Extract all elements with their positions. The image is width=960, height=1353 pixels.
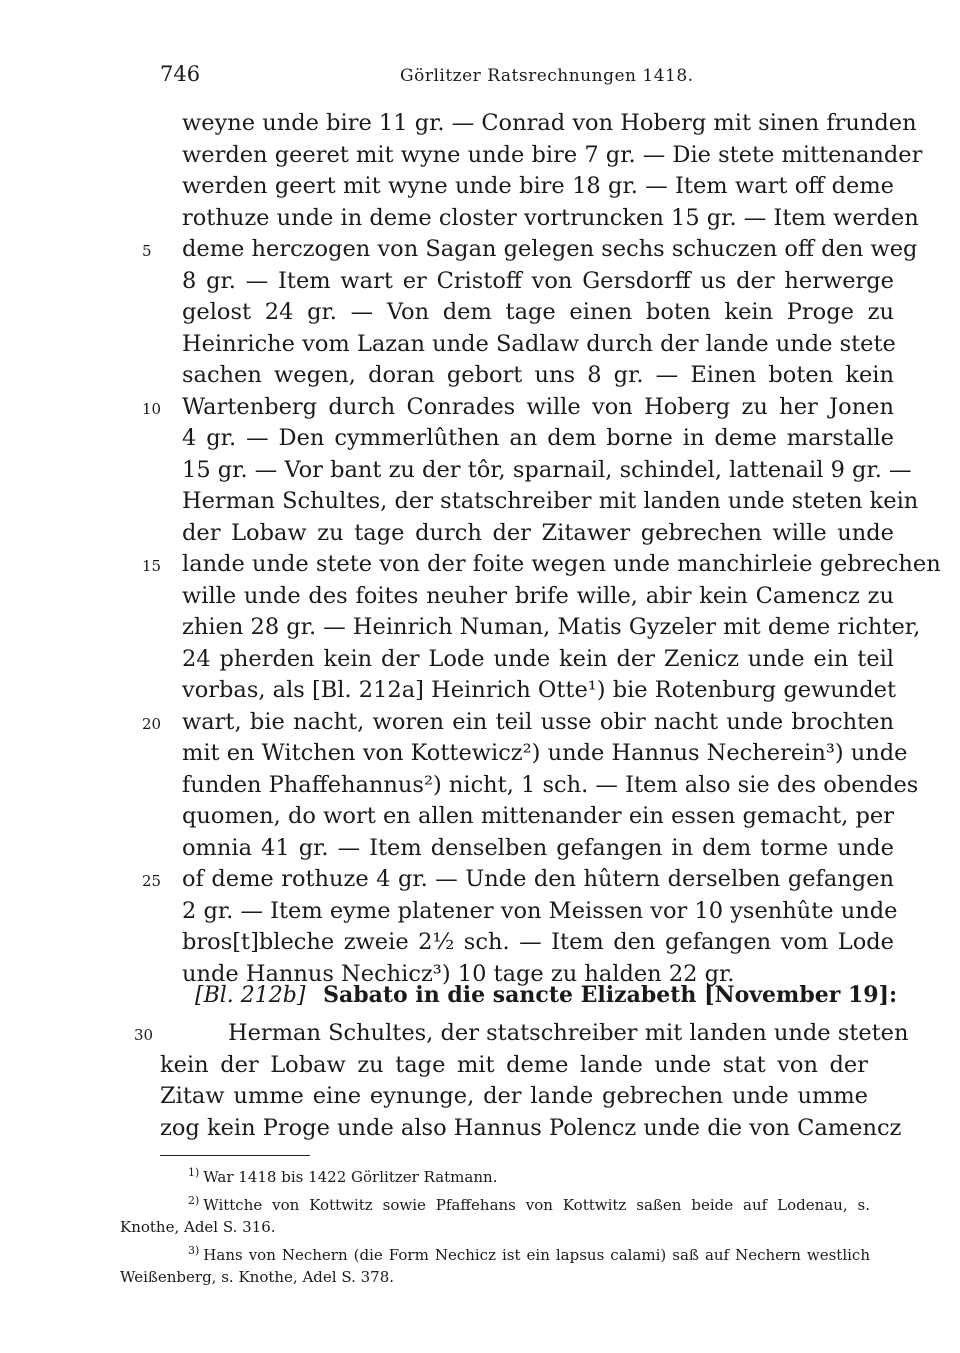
text-line <box>0 612 960 644</box>
line-text: gelost 24 gr. — Von dem tage einen boten kein Proge zu <box>182 299 894 325</box>
page-header <box>0 56 960 96</box>
line-text: Heinriche vom Lazan unde Sadlaw durch der lande unde stete <box>182 330 896 357</box>
running-title: Görlitzer Ratsrechnungen 1418. <box>400 66 694 86</box>
footnote-marker: 1) <box>188 1166 200 1179</box>
line-text: 8 gr. — Item wart er Cristoff von Gersdorff us der herwerge <box>182 267 894 294</box>
footnote-text: Wittche von Kottwitz sowie Pfaffehans von Kottwitz saßen beide auf Lodenau, s. Knothe, Adel S. 316. <box>120 1196 870 1236</box>
text-line <box>0 234 960 266</box>
text-line <box>0 518 960 550</box>
line-text: bros[t]bleche zweie 2½ sch. — Item den gefangen vom Lode <box>182 929 894 955</box>
text-line <box>0 1081 960 1113</box>
line-text: 15 gr. — Vor bant zu der tôr, sparnail, schindel, lattenail 9 gr. — <box>182 456 912 483</box>
page-number: 746 <box>160 62 201 86</box>
line-text: Herman Schultes, der statschreiber mit landen unde steten <box>228 1020 909 1046</box>
section-text <box>0 1018 960 1144</box>
line-text: wart, bie nacht, woren ein teil usse obir nacht unde brochten <box>182 708 894 735</box>
line-text: omnia 41 gr. — Item denselben gefangen in dem torme unde <box>182 834 894 861</box>
line-text: 4 gr. — Den cymmerlûthen an dem borne in deme marstalle <box>182 425 894 451</box>
line-text: unde Hannus Nechicz³) 10 tage zu halden 22 gr. <box>182 960 735 987</box>
section-heading <box>195 982 898 1008</box>
text-line <box>0 770 960 802</box>
line-text: of deme rothuze 4 gr. — Unde den hûtern derselben gefangen <box>182 866 894 892</box>
text-line <box>0 266 960 298</box>
line-text: werden geert mit wyne unde bire 18 gr. — Item wart off deme <box>182 173 894 199</box>
line-number: 15 <box>142 557 162 575</box>
body-text <box>0 108 960 990</box>
text-line <box>0 297 960 329</box>
footnote <box>120 1240 870 1288</box>
line-text: Herman Schultes, der statschreiber mit landen unde steten kein <box>182 488 919 514</box>
text-line <box>0 864 960 896</box>
section-title: Sabato in die sancte Elizabeth [November 19]: <box>323 982 898 1008</box>
line-text: quomen, do wort en allen mittenander ein essen gemacht, per <box>182 803 894 829</box>
footnote-marker: 2) <box>188 1194 200 1207</box>
text-line <box>0 801 960 833</box>
text-line <box>0 549 960 581</box>
text-line <box>0 392 960 424</box>
text-line <box>0 927 960 959</box>
line-text: Zitaw umme eine eynunge, der lande gebrechen unde umme <box>160 1083 868 1109</box>
line-text: deme herczogen von Sagan gelegen sechs schuczen off den weg <box>182 236 918 262</box>
text-line <box>0 707 960 739</box>
line-text: vorbas, als [Bl. 212a] Heinrich Otte¹) bie Rotenburg gewundet <box>182 677 897 703</box>
text-line <box>0 1113 960 1145</box>
text-line <box>0 455 960 487</box>
line-text: lande unde stete von der foite wegen unde manchirleie gebrechen <box>182 551 941 577</box>
text-line <box>0 833 960 865</box>
line-text: Wartenberg durch Conrades wille von Hoberg zu her Jonen <box>182 393 894 420</box>
footnote-marker: 3) <box>188 1244 200 1257</box>
text-line <box>0 203 960 235</box>
text-line <box>0 738 960 770</box>
line-text: rothuze unde in deme closter vortruncken 15 gr. — Item werden <box>182 204 919 231</box>
line-text: 24 pherden kein der Lode unde kein der Zenicz unde ein teil <box>182 645 894 672</box>
text-line <box>0 171 960 203</box>
text-line <box>0 1018 960 1050</box>
text-line <box>0 329 960 361</box>
line-number: 5 <box>142 242 152 260</box>
text-line <box>0 581 960 613</box>
text-line <box>0 486 960 518</box>
line-text: sachen wegen, doran gebort uns 8 gr. — Einen boten kein <box>182 362 894 388</box>
text-line <box>0 675 960 707</box>
text-line <box>0 423 960 455</box>
text-line <box>0 360 960 392</box>
text-line <box>0 896 960 928</box>
text-line <box>0 644 960 676</box>
footnote <box>120 1190 870 1238</box>
text-line <box>0 140 960 172</box>
line-text: werden geeret mit wyne unde bire 7 gr. — Die stete mittenander <box>182 141 923 168</box>
line-text: kein der Lobaw zu tage mit deme lande unde stat von der <box>160 1051 868 1078</box>
line-text: zhien 28 gr. — Heinrich Numan, Matis Gyzeler mit deme richter, <box>182 614 921 640</box>
line-number: 20 <box>142 714 162 733</box>
line-text: mit en Witchen von Kottewicz²) unde Hannus Necherein³) unde <box>182 740 908 766</box>
text-line <box>0 108 960 140</box>
line-number: 25 <box>142 872 162 890</box>
folio-reference: [Bl. 212b] <box>195 983 306 1008</box>
line-number: 10 <box>142 399 162 418</box>
line-text: wille unde des foites neuher brife wille, abir kein Camencz zu <box>182 582 894 609</box>
line-text: der Lobaw zu tage durch der Zitawer gebrechen wille unde <box>182 519 894 546</box>
line-text: weyne unde bire 11 gr. — Conrad von Hoberg mit sinen frunden <box>182 110 917 136</box>
line-number: 30 <box>134 1026 154 1044</box>
footnote-text: Hans von Nechern (die Form Nechicz ist ein lapsus calami) saß auf Nechern westlich Weißenberg, s. Knothe, Adel S. 378. <box>120 1246 870 1286</box>
text-line <box>0 1050 960 1082</box>
footnote-text: War 1418 bis 1422 Görlitzer Ratmann. <box>203 1168 498 1186</box>
line-text: funden Phaffehannus²) nicht, 1 sch. — Item also sie des obendes <box>182 771 919 798</box>
footnote-divider <box>160 1155 310 1156</box>
footnote <box>120 1162 870 1188</box>
line-text: 2 gr. — Item eyme platener von Meissen vor 10 ysenhûte unde <box>182 897 898 924</box>
line-text: zog kein Proge unde also Hannus Polencz unde die von Camencz <box>160 1114 902 1141</box>
footnotes <box>120 1162 870 1288</box>
